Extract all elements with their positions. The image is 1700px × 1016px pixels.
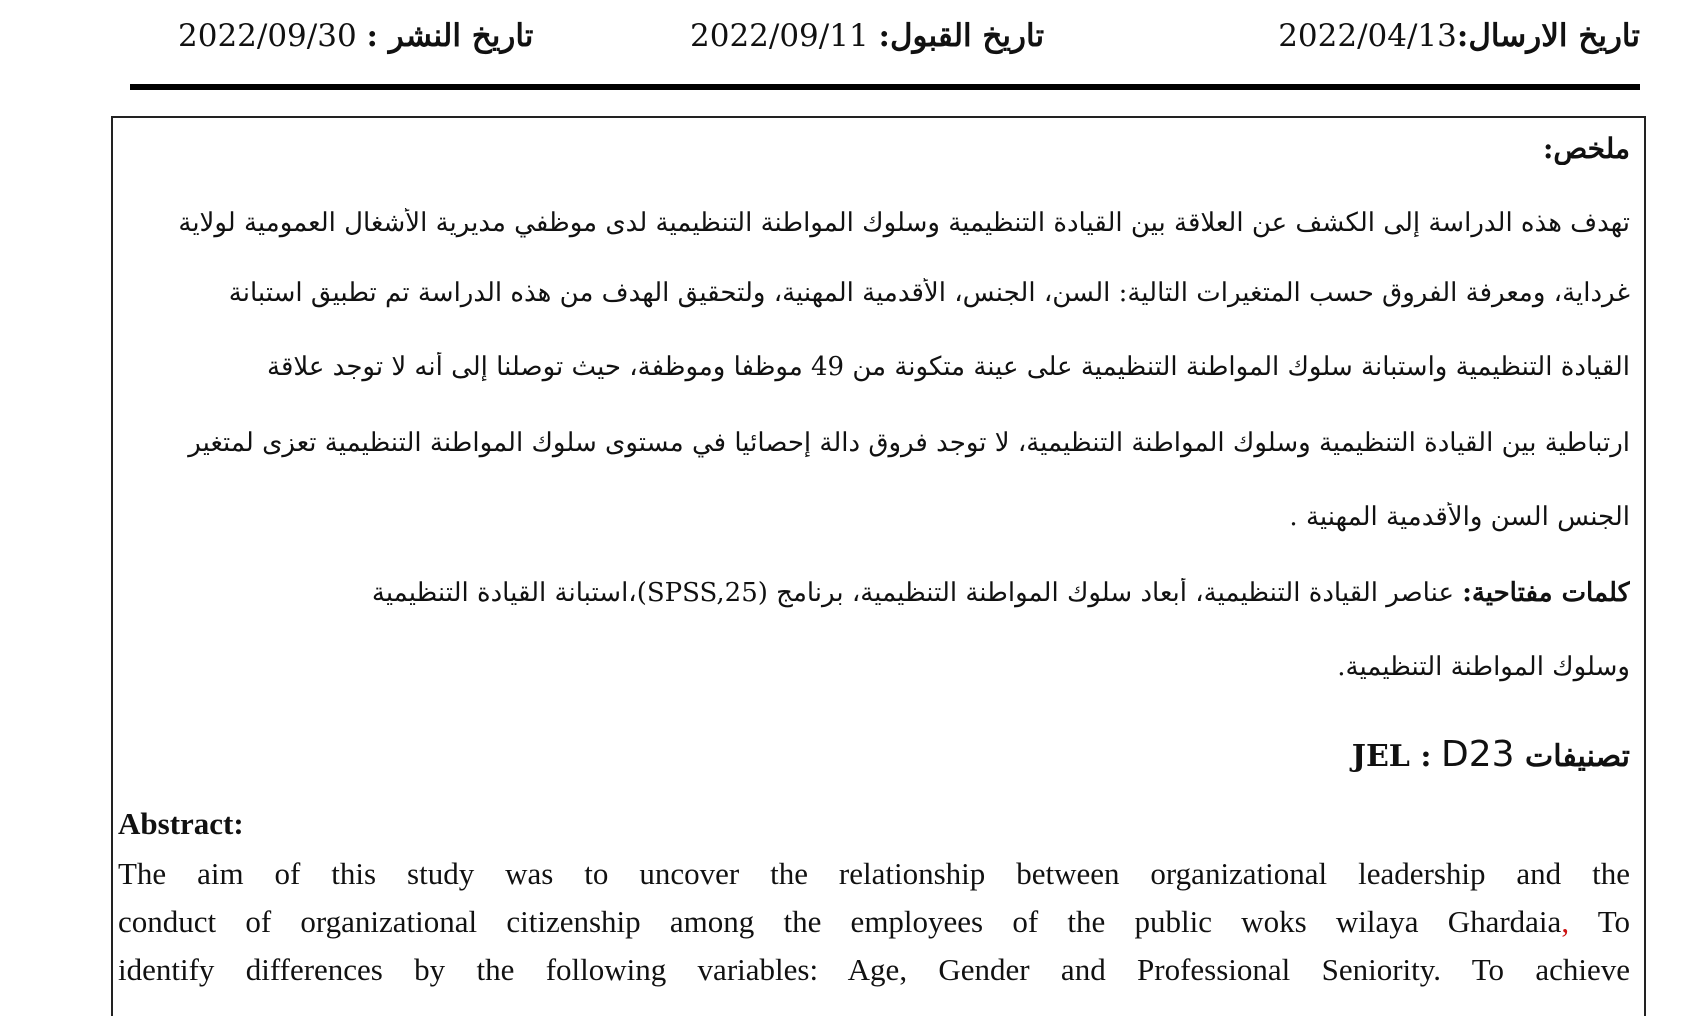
publication-date-label: تاريخ النشر : <box>366 18 534 54</box>
arabic-summary-line-2: غرداية، ومعرفة الفروق حسب المتغيرات التالية: السن، الجنس، الأقدمية المهنية، ولتحقيق الهدف من هذه الدراسة تم تطبيق استبانة <box>228 278 1630 308</box>
jel-value: D23 <box>1440 734 1515 775</box>
submission-date-label: تاريخ الارسال: <box>1456 18 1640 54</box>
abstract-line-1: The aim of this study was to uncover the relationship between organizational leadership and the <box>118 856 1630 891</box>
header-rule <box>130 84 1640 90</box>
arabic-summary-line-3: القيادة التنظيمية واستبانة سلوك المواطنة التنظيمية على عينة متكونة من 49 موظفا وموظفة، حيث توصلنا إلى أنه لا توجد علاقة <box>267 352 1630 382</box>
arabic-summary-line-4: ارتباطية بين القيادة التنظيمية وسلوك المواطنة التنظيمية، لا توجد فروق دالة إحصائيا في مستوى سلوك المواطنة التنظيمية تعزى لمتغير <box>188 428 1630 458</box>
jel-label: تصنيفات JEL : <box>1351 739 1630 774</box>
acceptance-date-label: تاريخ القبول: <box>878 18 1045 54</box>
arabic-keywords-line-2: وسلوك المواطنة التنظيمية. <box>1337 652 1630 682</box>
abstract-line-2-text: conduct of organizational citizenship among the employees of the public woks wilaya Ghardaia <box>118 904 1562 939</box>
publication-dates <box>130 18 1640 68</box>
publication-date <box>178 18 533 54</box>
abstract-title: Abstract: <box>118 806 244 841</box>
abstract-line-3: identify differences by the following variables: Age, Gender and Professional Seniority. To achieve <box>118 952 1630 987</box>
abstract-line-2 <box>118 904 1630 940</box>
acceptance-date-value: 2022/09/11 <box>690 18 869 54</box>
submission-date-value: 2022/04/13 <box>1278 18 1457 54</box>
arabic-summary-line-1: تهدف هذه الدراسة إلى الكشف عن العلاقة بين القيادة التنظيمية وسلوك المواطنة التنظيمية لدى موظفي مديرية الأشغال العمومية لولاية <box>178 208 1630 238</box>
jel-classification <box>118 734 1630 775</box>
keywords-label: كلمات مفتاحية: <box>1462 578 1630 608</box>
arabic-summary-line-5: الجنس السن والأقدمية المهنية . <box>1289 502 1630 532</box>
abstract-red-comma: , <box>1561 904 1570 939</box>
publication-date-value: 2022/09/30 <box>178 18 357 54</box>
arabic-summary-title: ملخص: <box>1543 132 1630 165</box>
arabic-keywords <box>118 578 1630 608</box>
keywords-text: عناصر القيادة التنظيمية، أبعاد سلوك المواطنة التنظيمية، برنامج (SPSS,25)،استبانة القيادة التنظيمية <box>371 578 1454 608</box>
acceptance-date <box>690 18 1044 54</box>
abstract-line-2-end: To <box>1569 904 1630 939</box>
submission-date <box>1278 18 1640 54</box>
